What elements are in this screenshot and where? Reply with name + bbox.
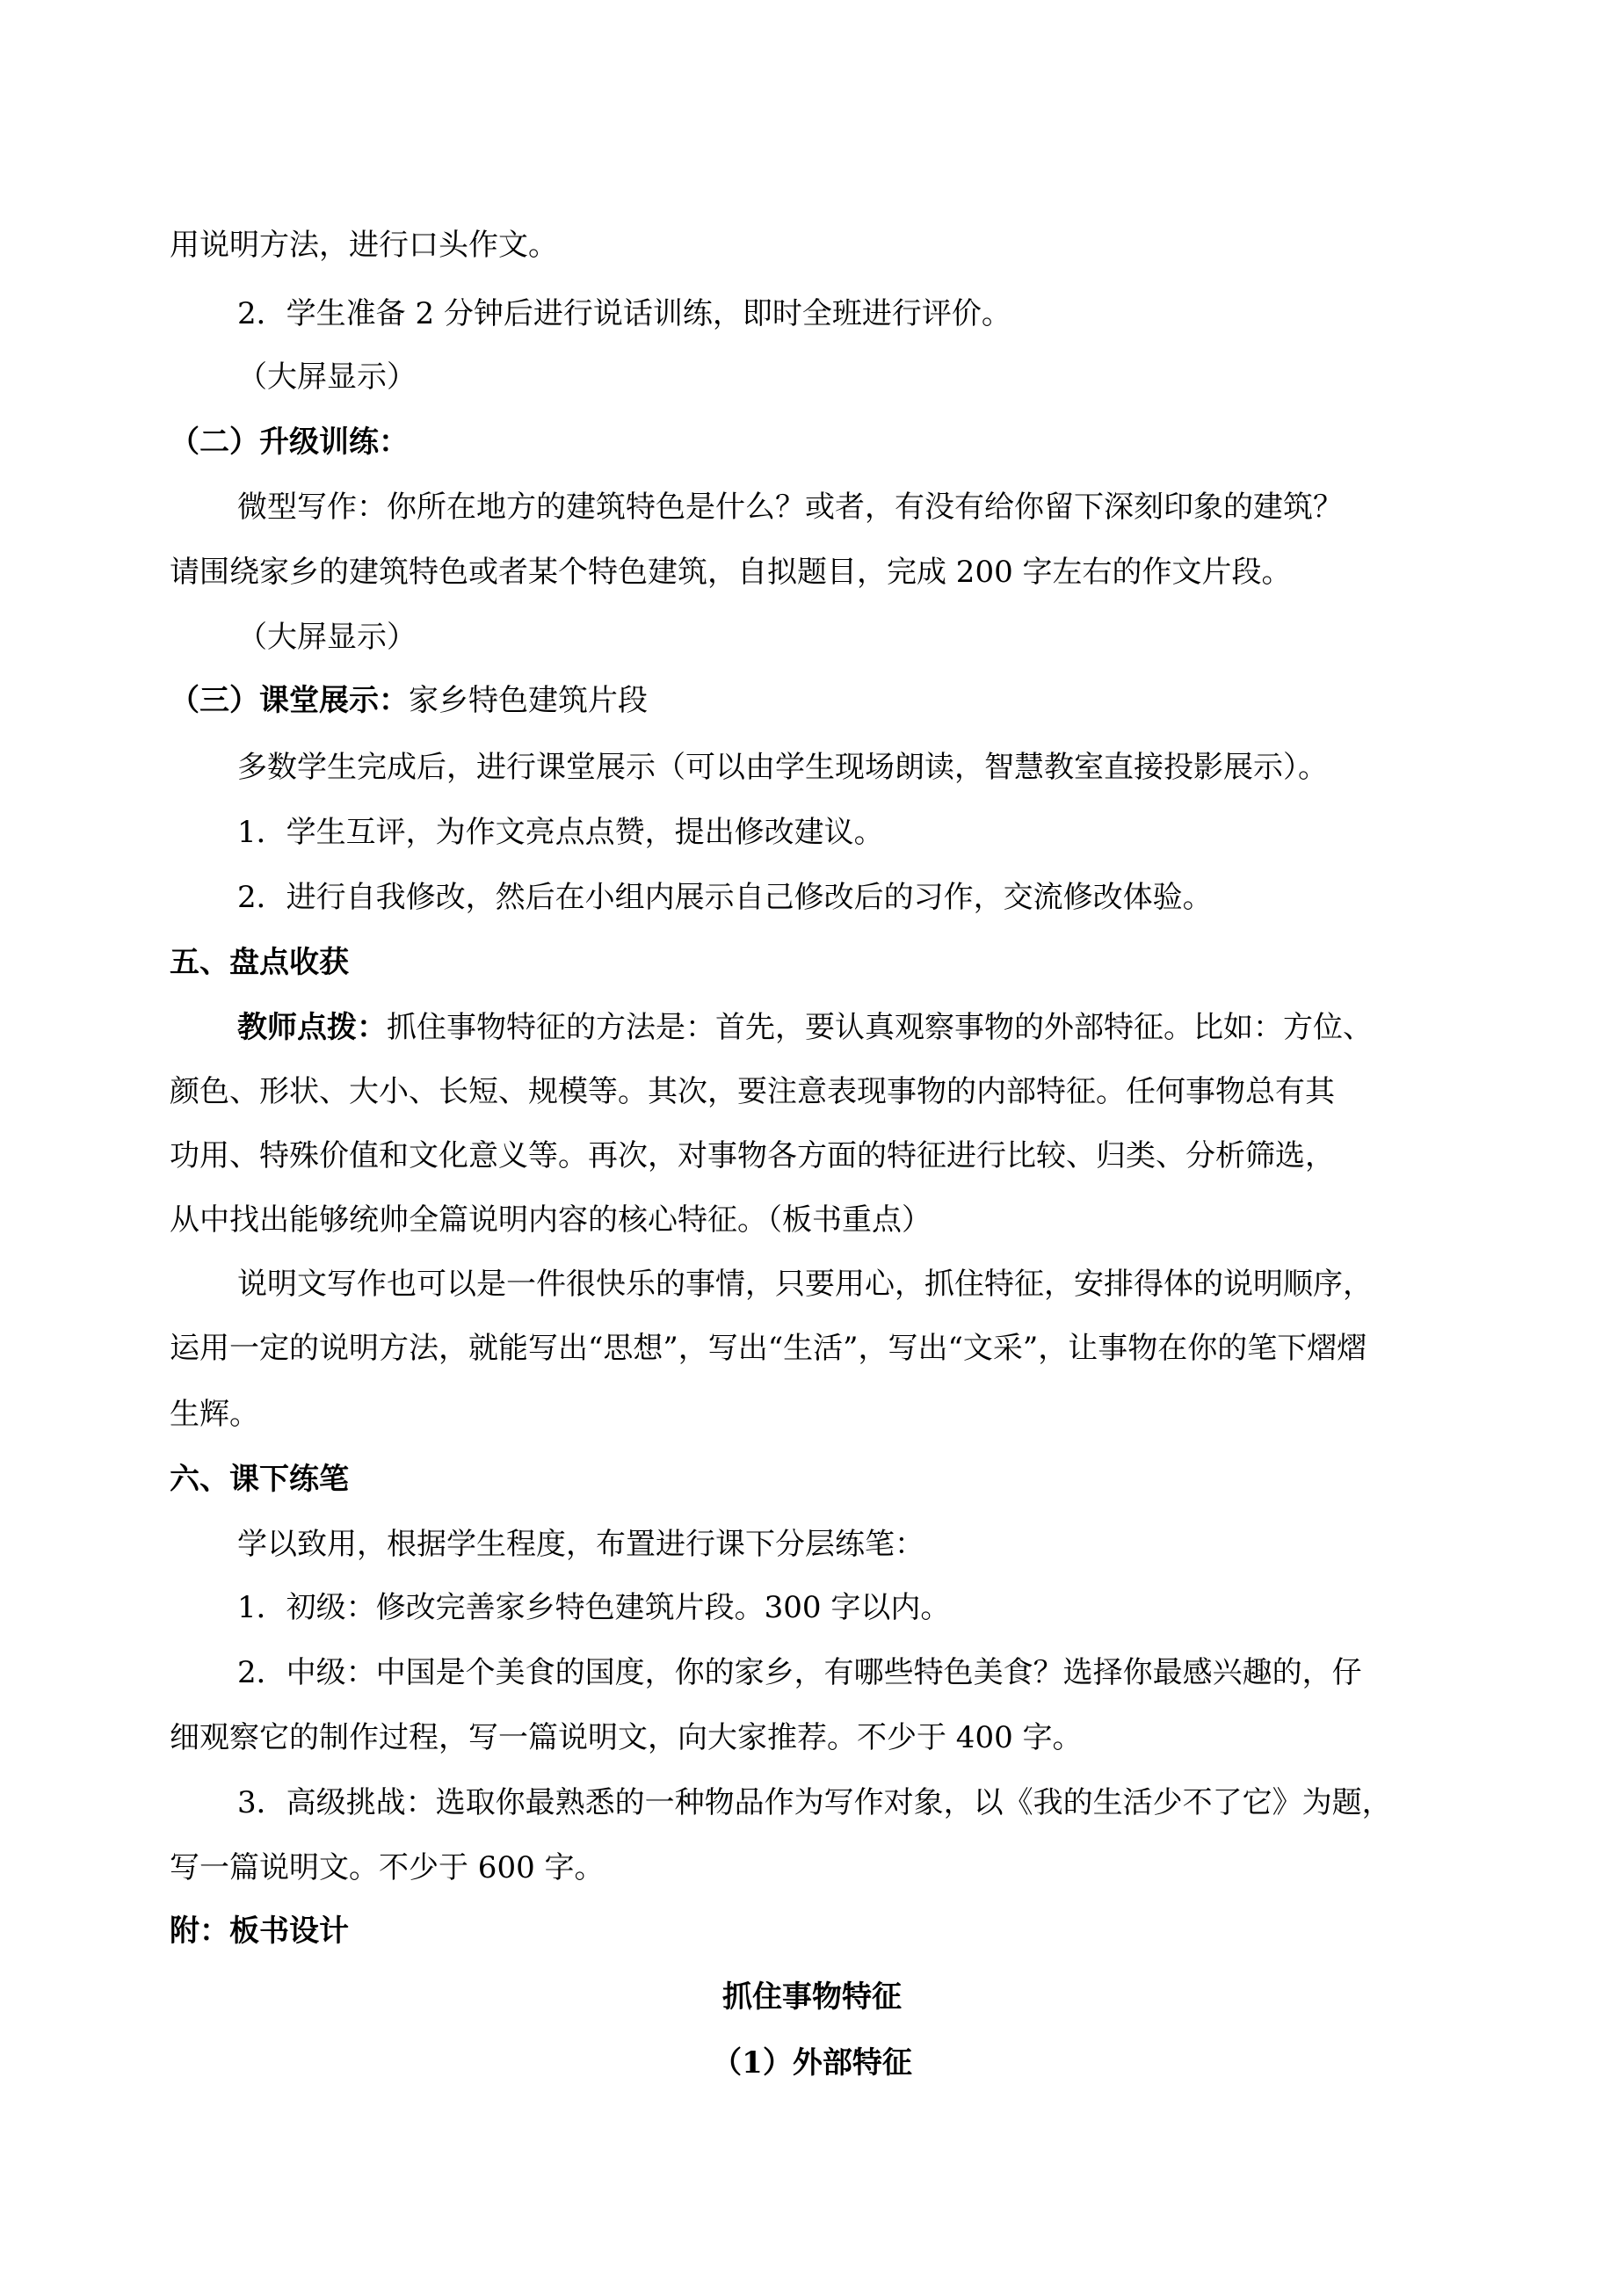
section-heading: 附：板书设计 bbox=[170, 1914, 349, 1949]
paragraph-line: 1．初级：修改完善家乡特色建筑片段。300 字以内。 bbox=[237, 1590, 951, 1625]
paragraph-line: 1．学生互评，为作文亮点点赞，提出修改建议。 bbox=[237, 815, 884, 850]
paragraph-line: 3．高级挑战：选取你最熟悉的一种物品作为写作对象，以《我的生活少不了它》为题， bbox=[237, 1785, 1392, 1820]
teacher-note-label: 教师点拨： bbox=[237, 1010, 387, 1045]
paragraph-line: 生辉。 bbox=[170, 1397, 259, 1432]
paragraph-line bbox=[237, 1010, 1373, 1045]
paragraph-line: 从中找出能够统帅全篇说明内容的核心特征。（板书重点） bbox=[170, 1202, 932, 1238]
paragraph-line: 说明文写作也可以是一件很快乐的事情，只要用心，抓住特征，安排得体的说明顺序， bbox=[237, 1267, 1373, 1302]
section-heading: （二）升级训练： bbox=[170, 425, 409, 460]
paragraph-line: 多数学生完成后，进行课堂展示（可以由学生现场朗读，智慧教室直接投影展示）。 bbox=[237, 750, 1328, 785]
paragraph-line: 2．学生准备 2 分钟后进行说话训练，即时全班进行评价。 bbox=[237, 296, 1011, 331]
board-title: 抓住事物特征 bbox=[722, 1979, 902, 2015]
paragraph-line: 用说明方法，进行口头作文。 bbox=[170, 228, 558, 263]
section-heading-line bbox=[170, 683, 648, 718]
paragraph-line: 学以致用，根据学生程度，布置进行课下分层练笔： bbox=[237, 1527, 924, 1562]
paragraph-line: 2．中级：中国是个美食的国度，你的家乡，有哪些特色美食？选择你最感兴趣的，仔 bbox=[237, 1655, 1362, 1690]
paragraph-line: 功用、特殊价值和文化意义等。再次，对事物各方面的特征进行比较、归类、分析筛选， bbox=[170, 1138, 1335, 1173]
paragraph-line: （大屏显示） bbox=[237, 360, 417, 395]
section-heading-suffix: 家乡特色建筑片段 bbox=[409, 683, 648, 718]
paragraph-line: 细观察它的制作过程，写一篇说明文，向大家推荐。不少于 400 字。 bbox=[170, 1720, 1083, 1755]
board-subtitle: （1）外部特征 bbox=[712, 2045, 912, 2081]
paragraph-line: 2．进行自我修改，然后在小组内展示自己修改后的习作，交流修改体验。 bbox=[237, 880, 1213, 915]
paragraph-line: 请围绕家乡的建筑特色或者某个特色建筑，自拟题目，完成 200 字左右的作文片段。 bbox=[170, 555, 1292, 590]
teacher-note-text: 抓住事物特征的方法是：首先，要认真观察事物的外部特征。比如：方位、 bbox=[387, 1010, 1373, 1045]
paragraph-line: 写一篇说明文。不少于 600 字。 bbox=[170, 1850, 605, 1885]
paragraph-line: 微型写作：你所在地方的建筑特色是什么？或者，有没有给你留下深刻印象的建筑？ bbox=[237, 490, 1343, 525]
paragraph-line: （大屏显示） bbox=[237, 620, 417, 655]
section-heading: （三）课堂展示： bbox=[170, 683, 409, 718]
paragraph-line: 颜色、形状、大小、长短、规模等。其次，要注意表现事物的内部特征。任何事物总有其 bbox=[170, 1074, 1335, 1109]
section-heading: 五、盘点收获 bbox=[170, 945, 349, 980]
section-heading: 六、课下练笔 bbox=[170, 1462, 349, 1497]
paragraph-line: 运用一定的说明方法，就能写出“思想”，写出“生活”，写出“文采”，让事物在你的笔下熠熠 bbox=[170, 1331, 1367, 1366]
